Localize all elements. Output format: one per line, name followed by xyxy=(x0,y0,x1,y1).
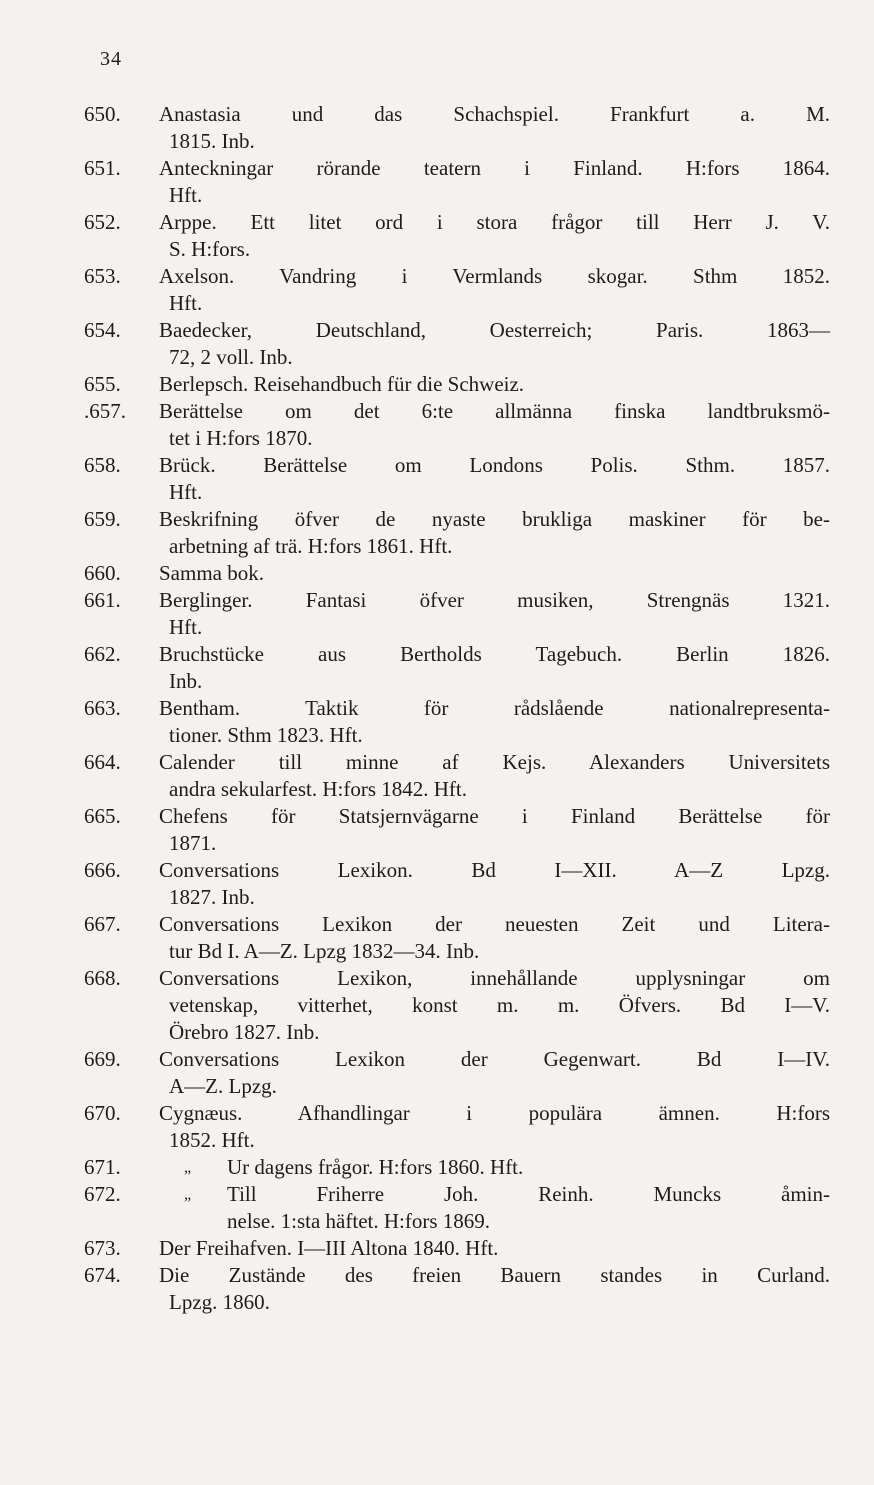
catalogue-entry xyxy=(84,263,830,317)
entry-number: 651. xyxy=(84,156,121,180)
entry-number: 668. xyxy=(84,966,121,990)
catalogue-entry xyxy=(84,317,830,371)
catalogue-entry xyxy=(84,803,830,857)
catalogue-entry xyxy=(84,506,830,560)
catalogue-entry xyxy=(84,101,830,155)
page-number: 34 xyxy=(100,48,122,70)
entry-text-continuation: arbetning af trä. H:fors 1861. Hft. xyxy=(169,534,453,558)
entry-text: Berglinger. Fantasi öfver musiken, Strengnäs 1321. xyxy=(159,588,830,612)
catalogue-entry xyxy=(84,587,830,641)
entry-number: 665. xyxy=(84,804,121,828)
entry-text: Arppe. Ett litet ord i stora frågor till Herr J. V. xyxy=(159,210,830,234)
entry-text-continuation: Örebro 1827. Inb. xyxy=(169,1020,320,1044)
catalogue-entry xyxy=(84,695,830,749)
entry-text: Axelson. Vandring i Vermlands skogar. Sthm 1852. xyxy=(159,264,830,288)
entry-number: 671. xyxy=(84,1155,121,1179)
catalogue-entry xyxy=(84,560,830,587)
entry-text-continuation: nelse. 1:sta häftet. H:fors 1869. xyxy=(227,1209,491,1233)
entry-text-continuation: 1815. Inb. xyxy=(169,129,255,153)
catalogue-entry xyxy=(84,452,830,506)
entry-text: Cygnæus. Afhandlingar i populära ämnen. H:fors xyxy=(159,1101,830,1125)
entry-text: Berlepsch. Reisehandbuch für die Schweiz. xyxy=(159,372,525,396)
entry-number: 659. xyxy=(84,507,121,531)
entry-text-continuation: tur Bd I. A—Z. Lpzg 1832—34. Inb. xyxy=(169,939,480,963)
entry-number: 669. xyxy=(84,1047,121,1071)
entry-text-continuation: andra sekularfest. H:fors 1842. Hft. xyxy=(169,777,467,801)
entry-text-continuation: Hft. xyxy=(169,291,203,315)
entry-text-continuation: Inb. xyxy=(169,669,203,693)
entry-number: 667. xyxy=(84,912,121,936)
entry-text: Till Friherre Joh. Reinh. Muncks åmin- xyxy=(227,1182,830,1206)
entry-text-continuation: Lpzg. 1860. xyxy=(169,1290,270,1314)
catalogue-entry xyxy=(84,155,830,209)
entry-text: Der Freihafven. I—III Altona 1840. Hft. xyxy=(159,1236,499,1260)
catalogue-entry xyxy=(84,911,830,965)
entry-number: 658. xyxy=(84,453,121,477)
catalogue-entry xyxy=(84,1154,830,1181)
entry-text-continuation: vetenskap, vitterhet, konst m. m. Öfvers. Bd I—V. xyxy=(169,993,830,1017)
entry-number: 653. xyxy=(84,264,121,288)
entry-text: Anastasia und das Schachspiel. Frankfurt a. M. xyxy=(159,102,830,126)
entry-number: .657. xyxy=(84,399,126,423)
entry-text: Die Zustände des freien Bauern standes in Curland. xyxy=(159,1263,830,1287)
entry-text-continuation: 1871. xyxy=(169,831,217,855)
entry-text: Ur dagens frågor. H:fors 1860. Hft. xyxy=(227,1155,524,1179)
entry-number: 666. xyxy=(84,858,121,882)
catalogue-entry xyxy=(84,965,830,1046)
entry-text: Beskrifning öfver de nyaste brukliga maskiner för be- xyxy=(159,507,830,531)
ditto-mark: „ xyxy=(184,1186,192,1203)
catalogue-entry xyxy=(84,1262,830,1316)
entry-text: Bruchstücke aus Bertholds Tagebuch. Berlin 1826. xyxy=(159,642,830,666)
catalogue-entry xyxy=(84,749,830,803)
entry-text-continuation: Hft. xyxy=(169,183,203,207)
catalogue-entry xyxy=(84,1181,830,1235)
entry-number: 672. xyxy=(84,1182,121,1206)
entry-number: 662. xyxy=(84,642,121,666)
entry-number: 670. xyxy=(84,1101,121,1125)
entry-text-continuation: tioner. Sthm 1823. Hft. xyxy=(169,723,363,747)
entry-number: 663. xyxy=(84,696,121,720)
catalogue-entry xyxy=(84,641,830,695)
entry-text-continuation: Hft. xyxy=(169,480,203,504)
entry-number: 652. xyxy=(84,210,121,234)
entry-number: 664. xyxy=(84,750,121,774)
catalogue-entry xyxy=(84,371,830,398)
catalogue-entry xyxy=(84,857,830,911)
entry-text: Conversations Lexikon. Bd I—XII. A—Z Lpzg. xyxy=(159,858,830,882)
entry-text: Conversations Lexikon, innehållande upplysningar om xyxy=(159,966,830,990)
entry-text: Anteckningar rörande teatern i Finland. H:fors 1864. xyxy=(159,156,830,180)
entry-text: Chefens för Statsjernvägarne i Finland Berättelse för xyxy=(159,804,830,828)
entry-text: Conversations Lexikon der neuesten Zeit und Litera- xyxy=(159,912,830,936)
entry-text: Conversations Lexikon der Gegenwart. Bd I—IV. xyxy=(159,1047,830,1071)
catalogue-entry xyxy=(84,209,830,263)
entry-text-continuation: 72, 2 voll. Inb. xyxy=(169,345,293,369)
entry-text-continuation: A—Z. Lpzg. xyxy=(169,1074,277,1098)
catalogue-entry xyxy=(84,1235,830,1262)
ditto-mark: „ xyxy=(184,1159,192,1176)
entry-text-continuation: 1852. Hft. xyxy=(169,1128,255,1152)
entry-text: Calender till minne af Kejs. Alexanders Universitets xyxy=(159,750,830,774)
catalogue-entries xyxy=(84,101,830,1316)
entry-text-continuation: S. H:fors. xyxy=(169,237,251,261)
entry-text: Baedecker, Deutschland, Oesterreich; Paris. 1863— xyxy=(159,318,830,342)
catalogue-entry xyxy=(84,1100,830,1154)
catalogue-entry xyxy=(84,398,830,452)
entry-text-continuation: 1827. Inb. xyxy=(169,885,255,909)
catalogue-entry xyxy=(84,1046,830,1100)
entry-number: 661. xyxy=(84,588,121,612)
entry-number: 674. xyxy=(84,1263,121,1287)
entry-number: 673. xyxy=(84,1236,121,1260)
entry-text: Berättelse om det 6:te allmänna finska landtbruksmö- xyxy=(159,399,830,423)
entry-text-continuation: tet i H:fors 1870. xyxy=(169,426,313,450)
entry-text: Samma bok. xyxy=(159,561,264,585)
entry-text: Bentham. Taktik för rådslående nationalrepresenta- xyxy=(159,696,830,720)
entry-text: Brück. Berättelse om Londons Polis. Sthm. 1857. xyxy=(159,453,830,477)
entry-number: 655. xyxy=(84,372,121,396)
entry-number: 660. xyxy=(84,561,121,585)
entry-number: 654. xyxy=(84,318,121,342)
entry-text-continuation: Hft. xyxy=(169,615,203,639)
entry-number: 650. xyxy=(84,102,121,126)
